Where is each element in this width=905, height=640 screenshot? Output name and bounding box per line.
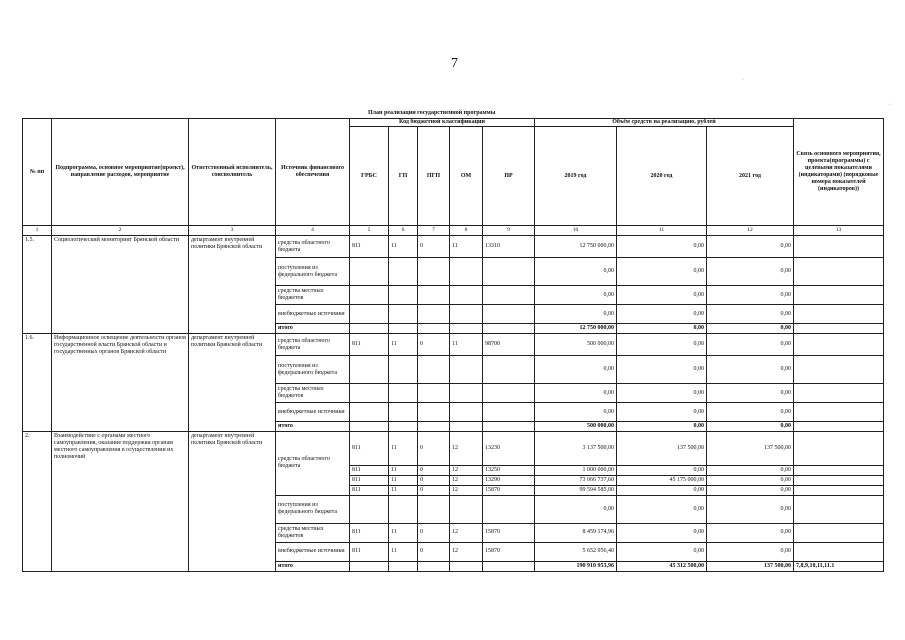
column-number: 11 <box>617 226 707 236</box>
column-number: 5 <box>350 226 389 236</box>
column-number: 9 <box>483 226 535 236</box>
total-code-cell <box>483 561 535 571</box>
code-gp <box>389 305 418 324</box>
source-cell: средства местных бюджетов <box>276 523 350 542</box>
header-2020: 2020 год <box>617 126 707 225</box>
header-2019: 2019 год <box>535 126 617 225</box>
code-grbs: 811 <box>350 542 389 561</box>
code-grbs <box>350 356 389 384</box>
code-np: 15870 <box>483 542 535 561</box>
amount-y2021: 0,00 <box>707 495 794 523</box>
total-label: итого <box>276 422 350 432</box>
code-pgp <box>418 286 450 305</box>
indicator-link-cell <box>794 356 884 384</box>
section-executor: департамент внутренней политики Брянской области <box>189 432 276 572</box>
amount-y2019: 99 594 585,00 <box>535 485 617 495</box>
amount-y2021: 0,00 <box>707 384 794 403</box>
amount-y2021: 0,00 <box>707 258 794 286</box>
code-grbs <box>350 258 389 286</box>
total-code-cell <box>350 422 389 432</box>
column-number: 4 <box>276 226 350 236</box>
code-grbs: 811 <box>350 466 389 476</box>
table-row <box>23 236 884 258</box>
total-code-cell <box>450 561 483 571</box>
indicator-link-cell <box>794 523 884 542</box>
section-number: 1.6. <box>23 334 52 432</box>
amount-y2021: 0,00 <box>707 356 794 384</box>
amount-y2021: 0,00 <box>707 305 794 324</box>
amount-y2019: 0,00 <box>535 356 617 384</box>
table-row <box>23 432 884 466</box>
code-np <box>483 258 535 286</box>
code-grbs <box>350 305 389 324</box>
code-grbs <box>350 286 389 305</box>
code-gp: 11 <box>389 542 418 561</box>
code-gp <box>389 384 418 403</box>
code-np: 13250 <box>483 466 535 476</box>
source-cell: поступления из федерального бюджета <box>276 356 350 384</box>
total-amount-y2019: 12 750 000,00 <box>535 324 617 334</box>
amount-y2020: 0,00 <box>617 495 707 523</box>
section-executor: департамент внутренней политики Брянской области <box>189 334 276 432</box>
code-pgp <box>418 495 450 523</box>
total-indicator-link <box>794 324 884 334</box>
code-grbs: 811 <box>350 236 389 258</box>
code-pgp <box>418 258 450 286</box>
header-2021: 2021 год <box>707 126 794 225</box>
table-row <box>23 334 884 356</box>
amount-y2020: 0,00 <box>617 286 707 305</box>
section-name: Социологический мониторинг Брянской области <box>52 236 189 334</box>
code-gp: 11 <box>389 475 418 485</box>
code-om <box>450 286 483 305</box>
section-name: Информационное освещение деятельности органов государственной власти Брянской области и государственных органов Брянской области <box>52 334 189 432</box>
total-amount-y2021: 0,00 <box>707 422 794 432</box>
code-om: 12 <box>450 432 483 466</box>
indicator-link-cell <box>794 475 884 485</box>
code-pgp: 0 <box>418 432 450 466</box>
amount-y2020: 0,00 <box>617 542 707 561</box>
amount-y2019: 12 750 000,00 <box>535 236 617 258</box>
total-code-cell <box>483 422 535 432</box>
total-code-cell <box>418 422 450 432</box>
code-pgp: 0 <box>418 334 450 356</box>
amount-y2019: 0,00 <box>535 403 617 422</box>
total-amount-y2019: 500 000,00 <box>535 422 617 432</box>
header-executor: Ответственный исполнитель, соисполнитель <box>189 119 276 226</box>
code-gp: 11 <box>389 466 418 476</box>
amount-y2019: 3 137 500,00 <box>535 432 617 466</box>
scan-dot: · <box>889 102 891 108</box>
header-volume-group: Объём средств на реализацию, рублей <box>535 119 794 127</box>
code-grbs: 811 <box>350 485 389 495</box>
indicator-link-cell <box>794 305 884 324</box>
total-code-cell <box>389 561 418 571</box>
amount-y2020: 0,00 <box>617 236 707 258</box>
amount-y2021: 0,00 <box>707 403 794 422</box>
amount-y2021: 0,00 <box>707 542 794 561</box>
source-cell: поступления из федерального бюджета <box>276 495 350 523</box>
section-number: 1.5. <box>23 236 52 334</box>
source-cell: внебюджетные источники <box>276 305 350 324</box>
amount-y2020: 0,00 <box>617 523 707 542</box>
amount-y2019: 0,00 <box>535 305 617 324</box>
total-amount-y2020: 45 312 500,00 <box>617 561 707 571</box>
code-om: 11 <box>450 236 483 258</box>
document-title: План реализации государственной программы <box>368 110 496 116</box>
amount-y2020: 0,00 <box>617 305 707 324</box>
indicator-link-cell <box>794 495 884 523</box>
header-budget-code-group: Код бюджетной классификации <box>350 119 535 127</box>
column-number: 8 <box>450 226 483 236</box>
source-cell: средства областного бюджета <box>276 432 350 496</box>
column-number: 10 <box>535 226 617 236</box>
code-grbs <box>350 495 389 523</box>
indicator-link-cell <box>794 334 884 356</box>
code-gp <box>389 286 418 305</box>
amount-y2019: 0,00 <box>535 384 617 403</box>
total-amount-y2019: 190 910 953,96 <box>535 561 617 571</box>
total-amount-y2020: 0,00 <box>617 422 707 432</box>
header-grbs: ГРБС <box>350 126 389 225</box>
code-np: 98700 <box>483 334 535 356</box>
source-cell: средства областного бюджета <box>276 236 350 258</box>
code-gp: 11 <box>389 485 418 495</box>
total-code-cell <box>450 324 483 334</box>
amount-y2021: 0,00 <box>707 466 794 476</box>
code-om: 12 <box>450 466 483 476</box>
code-pgp: 0 <box>418 466 450 476</box>
indicator-link-cell <box>794 432 884 466</box>
column-number: 13 <box>794 226 884 236</box>
code-grbs <box>350 403 389 422</box>
code-gp <box>389 495 418 523</box>
code-om: 11 <box>450 334 483 356</box>
program-plan-table <box>22 118 884 572</box>
amount-y2020: 0,00 <box>617 403 707 422</box>
code-om: 12 <box>450 485 483 495</box>
indicator-link-cell <box>794 258 884 286</box>
page-number: 7 <box>451 56 458 71</box>
source-cell: средства местных бюджетов <box>276 384 350 403</box>
total-code-cell <box>389 422 418 432</box>
code-om <box>450 356 483 384</box>
source-cell: средства областного бюджета <box>276 334 350 356</box>
code-pgp: 0 <box>418 475 450 485</box>
indicator-link-cell <box>794 236 884 258</box>
code-om: 12 <box>450 542 483 561</box>
column-number: 3 <box>189 226 276 236</box>
code-om <box>450 403 483 422</box>
code-gp: 11 <box>389 236 418 258</box>
code-om: 12 <box>450 475 483 485</box>
header-pgp: ПГП <box>418 126 450 225</box>
code-np: 13290 <box>483 475 535 485</box>
column-number: 12 <box>707 226 794 236</box>
code-pgp: 0 <box>418 236 450 258</box>
total-amount-y2021: 137 500,00 <box>707 561 794 571</box>
amount-y2019: 0,00 <box>535 495 617 523</box>
source-cell: поступления из федерального бюджета <box>276 258 350 286</box>
amount-y2020: 0,00 <box>617 466 707 476</box>
code-np <box>483 286 535 305</box>
code-np: 13310 <box>483 236 535 258</box>
code-gp <box>389 258 418 286</box>
total-code-cell <box>483 324 535 334</box>
code-np <box>483 305 535 324</box>
total-label: итого <box>276 561 350 571</box>
code-gp <box>389 403 418 422</box>
indicator-link-cell <box>794 286 884 305</box>
amount-y2020: 0,00 <box>617 356 707 384</box>
header-program: Подпрограмма, основное мероприятие(проект), направление расходов, мероприятие <box>52 119 189 226</box>
code-pgp: 0 <box>418 485 450 495</box>
code-grbs: 811 <box>350 334 389 356</box>
amount-y2020: 0,00 <box>617 384 707 403</box>
column-number: 7 <box>418 226 450 236</box>
code-grbs: 811 <box>350 475 389 485</box>
header-indicator-link: Связь основного мероприятия, проекта(программы) с целевыми показателями (индикаторами) (порядковые номера показателей (индикаторов)) <box>794 119 884 226</box>
amount-y2020: 45 175 000,00 <box>617 475 707 485</box>
scan-dot: · <box>742 77 744 83</box>
code-om <box>450 305 483 324</box>
amount-y2021: 0,00 <box>707 334 794 356</box>
code-np: 13230 <box>483 432 535 466</box>
total-label: итого <box>276 324 350 334</box>
amount-y2019: 500 000,00 <box>535 334 617 356</box>
code-gp: 11 <box>389 334 418 356</box>
column-number: 2 <box>52 226 189 236</box>
header-gp: ГП <box>389 126 418 225</box>
code-grbs: 811 <box>350 432 389 466</box>
source-cell: внебюджетные источники <box>276 403 350 422</box>
code-np <box>483 384 535 403</box>
indicator-link-cell <box>794 485 884 495</box>
section-name: Взаимодействие с органами местного самоуправления, оказание поддержки органам местного самоуправления в осуществлении их полномочий <box>52 432 189 572</box>
column-number: 1 <box>23 226 52 236</box>
amount-y2020: 0,00 <box>617 334 707 356</box>
total-amount-y2021: 0,00 <box>707 324 794 334</box>
header-om: ОМ <box>450 126 483 225</box>
code-om <box>450 384 483 403</box>
amount-y2021: 0,00 <box>707 236 794 258</box>
total-amount-y2020: 0,00 <box>617 324 707 334</box>
code-np <box>483 495 535 523</box>
code-gp <box>389 356 418 384</box>
total-code-cell <box>418 561 450 571</box>
code-pgp <box>418 356 450 384</box>
code-gp: 11 <box>389 432 418 466</box>
code-pgp: 0 <box>418 523 450 542</box>
amount-y2019: 5 652 956,40 <box>535 542 617 561</box>
total-indicator-link: 7,8,9,10,11,11.1 <box>794 561 884 571</box>
indicator-link-cell <box>794 542 884 561</box>
header-source: Источник финансового обеспечения <box>276 119 350 226</box>
indicator-link-cell <box>794 384 884 403</box>
source-cell: средства местных бюджетов <box>276 286 350 305</box>
amount-y2019: 0,00 <box>535 286 617 305</box>
total-code-cell <box>350 324 389 334</box>
section-number: 2. <box>23 432 52 572</box>
header-np: НР <box>483 126 535 225</box>
code-om <box>450 495 483 523</box>
section-executor: департамент внутренней политики Брянской области <box>189 236 276 334</box>
amount-y2019: 1 000 000,00 <box>535 466 617 476</box>
code-gp: 11 <box>389 523 418 542</box>
code-pgp <box>418 305 450 324</box>
total-indicator-link <box>794 422 884 432</box>
code-pgp: 0 <box>418 542 450 561</box>
code-pgp <box>418 403 450 422</box>
code-grbs <box>350 384 389 403</box>
column-number-row <box>23 226 884 236</box>
source-cell: внебюджетные источники <box>276 542 350 561</box>
amount-y2019: 8 459 174,96 <box>535 523 617 542</box>
amount-y2019: 73 066 737,60 <box>535 475 617 485</box>
code-np: 15870 <box>483 485 535 495</box>
amount-y2019: 0,00 <box>535 258 617 286</box>
amount-y2021: 0,00 <box>707 523 794 542</box>
code-np: 15870 <box>483 523 535 542</box>
header-row-group <box>23 119 884 127</box>
code-grbs: 811 <box>350 523 389 542</box>
indicator-link-cell <box>794 466 884 476</box>
total-code-cell <box>389 324 418 334</box>
total-code-cell <box>350 561 389 571</box>
amount-y2021: 0,00 <box>707 485 794 495</box>
amount-y2020: 0,00 <box>617 258 707 286</box>
code-np <box>483 403 535 422</box>
column-number: 6 <box>389 226 418 236</box>
amount-y2021: 0,00 <box>707 475 794 485</box>
amount-y2020: 0,00 <box>617 485 707 495</box>
total-code-cell <box>450 422 483 432</box>
code-om <box>450 258 483 286</box>
total-code-cell <box>418 324 450 334</box>
header-num: № пп <box>23 119 52 226</box>
indicator-link-cell <box>794 403 884 422</box>
amount-y2020: 137 500,00 <box>617 432 707 466</box>
amount-y2021: 0,00 <box>707 286 794 305</box>
amount-y2021: 137 500,00 <box>707 432 794 466</box>
plan-table-body <box>23 236 884 572</box>
code-pgp <box>418 384 450 403</box>
code-np <box>483 356 535 384</box>
code-om: 12 <box>450 523 483 542</box>
